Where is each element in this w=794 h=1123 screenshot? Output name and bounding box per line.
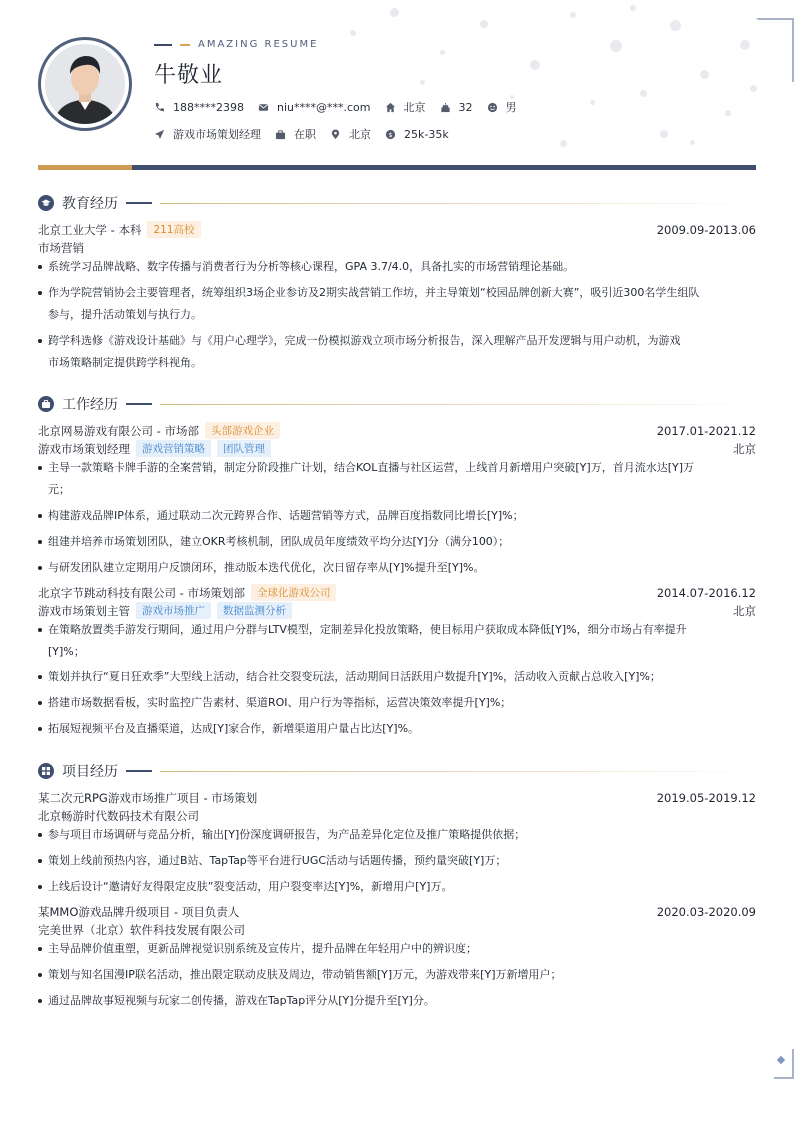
job-date: 2014.07-2016.12: [656, 585, 756, 600]
education-section-title: 教育经历: [62, 196, 118, 212]
project-name-row: [38, 789, 756, 806]
phone-icon: [154, 102, 165, 113]
job-bullet: 策划并执行“夏日狂欢季”大型线上活动，结合社交裂变玩法，活动期间日活跃用户数提升[Y]%，活动收入贡献占总收入[Y]%；: [38, 666, 756, 688]
project-bullet: 策划上线前预热内容，通过B站、TapTap等平台进行UGC活动与话题传播，预约量突破[Y]万；: [38, 850, 756, 872]
avatar: [38, 37, 132, 131]
job-intent-row: [154, 126, 463, 142]
gender-smile-icon: [487, 102, 498, 113]
grid-apps-icon: [38, 763, 54, 779]
job-bullet-continued: [Y]%；: [48, 645, 85, 658]
education-bullet: 跨学科选修《游戏设计基础》与《用户心理学》，完成一份模拟游戏立项市场分析报告，深入理解产品开发逻辑与用户动机，为游戏: [38, 330, 756, 352]
education-bullet-continued: 市场策略制定提供跨学科视角。: [48, 356, 202, 369]
job-company-badge: 头部游戏企业: [205, 422, 280, 439]
job-city: 北京: [733, 603, 756, 618]
header-speckle-decoration: [330, 0, 794, 170]
job-company-row: [38, 584, 756, 601]
project-bullet: 通过品牌故事短视频与玩家二创传播，游戏在TapTap评分从[Y]分提升至[Y]分。: [38, 990, 756, 1012]
send-arrow-icon: [154, 129, 165, 140]
job-skill-tag: 数据监测分析: [217, 602, 292, 619]
project-bullet: 主导品牌价值重塑，更新品牌视觉识别系统及宣传片，提升品牌在年轻用户中的辨识度；: [38, 938, 756, 960]
email-value: niu****@***.com: [277, 100, 371, 114]
header-divider-bar: [38, 165, 756, 170]
job-date: 2017.01-2021.12: [656, 423, 756, 438]
hometown-value: 北京: [403, 101, 426, 114]
education-major-row: [38, 239, 756, 256]
work-section-header: [38, 394, 756, 414]
tagline-text: AMAZING RESUME: [198, 39, 319, 50]
school-badge: 211高校: [147, 221, 200, 238]
job-skill-tag: 团队管理: [217, 440, 271, 457]
job-company-row: [38, 422, 756, 439]
corner-decoration-bottom-right: [764, 1049, 794, 1079]
project-bullet: 参与项目市场调研与竞品分析，输出[Y]份深度调研报告，为产品差异化定位及推广策略提供依据；: [38, 824, 756, 846]
email-icon: [258, 102, 269, 113]
home-icon: [385, 102, 396, 113]
project-bullet: 上线后设计“邀请好友得限定皮肤”裂变活动，用户裂变率达[Y]%，新增用户[Y]万。: [38, 876, 756, 898]
corner-decoration-top-right: [756, 18, 794, 56]
svg-text:$: $: [388, 130, 393, 139]
salary-coin-icon: [385, 129, 396, 140]
project-name: 某二次元RPG游戏市场推广项目 - 市场策划: [38, 790, 258, 805]
job-company: 北京网易游戏有限公司 - 市场部: [38, 423, 199, 438]
location-pin-icon: [330, 129, 341, 140]
job-bullet-continued: 元；: [48, 483, 70, 496]
project-name-row: [38, 903, 756, 920]
basic-info-row: [154, 99, 531, 115]
job-company-badge: 全球化游戏公司: [251, 584, 337, 601]
job-bullet: 主导一款策略卡牌手游的全案营销，制定分阶段推广计划，结合KOL直播与社区运营，上线首月新增用户突破[Y]万，首月流水达[Y]万: [38, 457, 756, 479]
phone-value: 188****2398: [173, 100, 244, 114]
age-value: 32: [458, 100, 473, 114]
projects-section-title: 项目经历: [62, 764, 118, 780]
project-date: 2020.03-2020.09: [656, 904, 756, 919]
briefcase-icon: [275, 129, 286, 140]
education-bullet-continued: 参与，提升活动策划与执行力。: [48, 308, 202, 321]
project-company-row: [38, 921, 756, 938]
project-name: 某MMO游戏品牌升级项目 - 项目负责人: [38, 904, 240, 919]
education-section-header: [38, 193, 756, 213]
job-bullet: 搭建市场数据看板，实时监控广告素材、渠道ROI、用户行为等指标，运营决策效率提升[Y]%；: [38, 692, 756, 714]
job-bullet: 构建游戏品牌IP体系，通过联动二次元跨界合作、话题营销等方式，品牌百度指数同比增长[Y]%；: [38, 505, 756, 527]
job-bullet: 在策略放置类手游发行期间，通过用户分群与LTV模型，定制差异化投放策略，使目标用户获取成本降低[Y]%，细分市场占有率提升: [38, 619, 756, 641]
job-bullet: 与研发团队建立定期用户反馈闭环，推动版本迭代优化，次日留存率从[Y]%提升至[Y]%。: [38, 557, 756, 579]
education-bullet: 作为学院营销协会主要管理者，统筹组织3场企业参访及2期实战营销工作坊，并主导策划“校园品牌创新大赛”，吸引近300名学生组队: [38, 282, 756, 304]
job-title: 游戏市场策划主管: [38, 603, 130, 618]
target-job-value: 游戏市场策划经理: [173, 128, 261, 141]
school-name: 北京工业大学 - 本科: [38, 222, 142, 237]
gender-value: 男: [505, 101, 517, 114]
avatar-portrait-icon: [45, 44, 125, 124]
education-bullet: 系统学习品牌战略、数字传播与消费者行为分析等核心课程，GPA 3.7/4.0，具备扎实的市场营销理论基础。: [38, 256, 756, 278]
job-bullet: 拓展短视频平台及直播渠道，达成[Y]家合作，新增渠道用户量占比达[Y]%。: [38, 718, 756, 740]
job-title: 游戏市场策划经理: [38, 441, 130, 456]
work-section-title: 工作经历: [62, 397, 118, 413]
graduation-cap-icon: [38, 195, 54, 211]
major-name: 市场营销: [38, 240, 84, 255]
resume-tagline: [154, 39, 318, 50]
briefcase-section-icon: [38, 396, 54, 412]
candidate-name: 牛敬业: [154, 63, 224, 88]
project-company: 完美世界（北京）软件科技发展有限公司: [38, 922, 245, 937]
salary-value: 25k-35k: [404, 127, 449, 141]
education-school-row: [38, 221, 756, 238]
project-bullet: 策划与知名国漫IP联名活动，推出限定联动皮肤及周边，带动销售额[Y]万元，为游戏带来[Y]万新增用户；: [38, 964, 756, 986]
projects-section-header: [38, 761, 756, 781]
job-skill-tag: 游戏营销策略: [136, 440, 211, 457]
job-bullet: 组建并培养市场策划团队，建立OKR考核机制，团队成员年度绩效平均分达[Y]分（满分100）；: [38, 531, 756, 553]
target-city-value: 北京: [349, 128, 371, 141]
project-company-row: [38, 807, 756, 824]
job-title-row: [38, 602, 756, 619]
education-date: 2009.09-2013.06: [656, 222, 756, 237]
job-skill-tag: 游戏市场推广: [136, 602, 211, 619]
project-date: 2019.05-2019.12: [656, 790, 756, 805]
birthday-cake-icon: [440, 102, 451, 113]
job-status-value: 在职: [294, 128, 316, 141]
job-company: 北京字节跳动科技有限公司 - 市场策划部: [38, 585, 245, 600]
job-city: 北京: [733, 441, 756, 456]
job-title-row: [38, 440, 756, 457]
project-company: 北京畅游时代数码技术有限公司: [38, 808, 199, 823]
